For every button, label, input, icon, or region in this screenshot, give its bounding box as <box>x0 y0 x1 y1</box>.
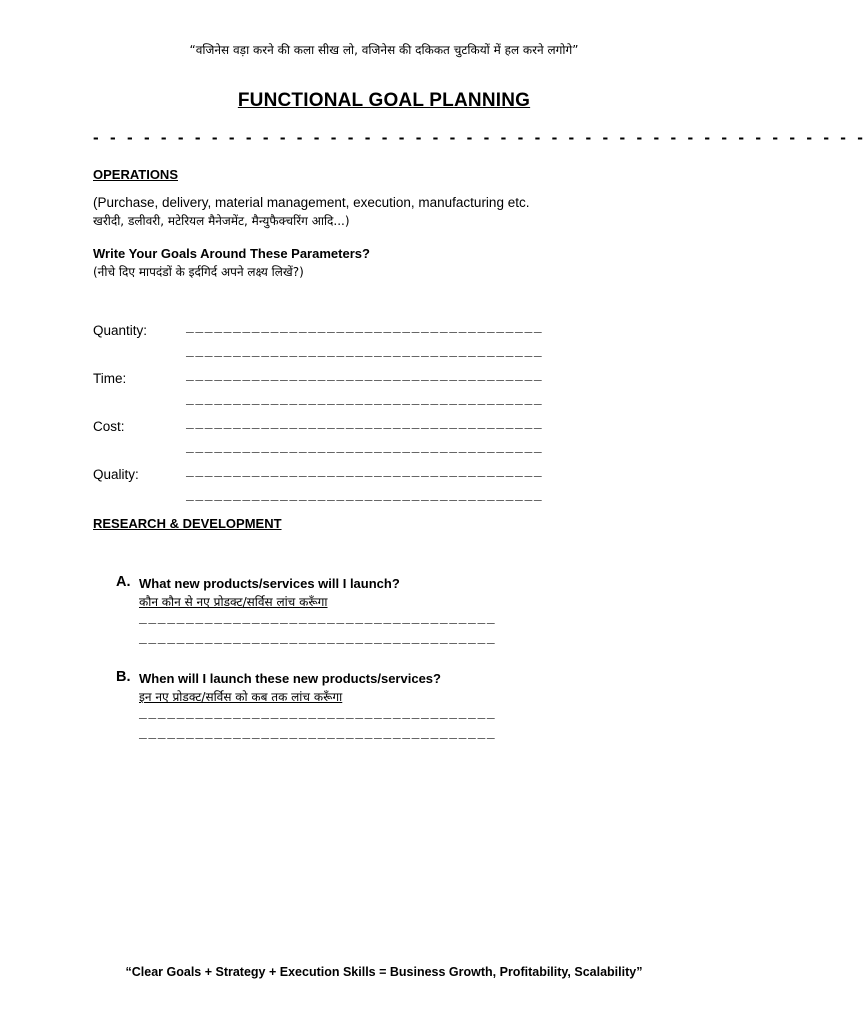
field-label-cost: Cost: <box>93 419 125 434</box>
item-b-letter: B. <box>116 669 131 685</box>
quality-answer-line-1[interactable]: ______________________________________ <box>186 464 544 479</box>
field-label-time: Time: <box>93 371 127 386</box>
item-b-answer-line-1[interactable]: ______________________________________ <box>139 706 497 721</box>
quality-answer-line-2[interactable]: ______________________________________ <box>186 488 544 503</box>
field-label-quantity: Quantity: <box>93 323 148 338</box>
item-a-question-en: What new products/services will I launch? <box>139 576 400 591</box>
dashed-divider: - - - - - - - - - - - - - - - - - - - - - - - - - - - - - - - - - - - - - - - - - - - - - - <box>93 128 866 147</box>
goals-prompt-hi: (नीचे दिए मापदंडों के इर्दगिर्द अपने लक्ष्य लिखें?) <box>93 265 304 279</box>
quantity-answer-line-2[interactable]: ______________________________________ <box>186 344 544 359</box>
cost-answer-line-1[interactable]: ______________________________________ <box>186 416 544 431</box>
item-a-question-hi: कौन कौन से नए प्रोडक्ट/सर्विस लांच करूँगा <box>139 595 328 609</box>
item-b-question-hi: इन नए प्रोडक्ट/सर्विस को कब तक लांच करूँगा <box>139 690 343 704</box>
header-hindi-quote: “वजिनेस वड़ा करने की कला सीख लो, वजिनेस की दकिकत चुटकियों में हल करने लगोगे” <box>189 43 579 57</box>
time-answer-line-2[interactable]: ______________________________________ <box>186 392 544 407</box>
cost-answer-line-2[interactable]: ______________________________________ <box>186 440 544 455</box>
item-b-answer-line-2[interactable]: ______________________________________ <box>139 726 497 741</box>
rnd-heading: RESEARCH & DEVELOPMENT <box>93 516 282 531</box>
item-a-letter: A. <box>116 574 131 590</box>
operations-description-en: (Purchase, delivery, material management, execution, manufacturing etc. <box>93 195 530 210</box>
item-b-question-en: When will I launch these new products/services? <box>139 671 441 686</box>
item-a-answer-line-2[interactable]: ______________________________________ <box>139 631 497 646</box>
time-answer-line-1[interactable]: ______________________________________ <box>186 368 544 383</box>
quantity-answer-line-1[interactable]: ______________________________________ <box>186 320 544 335</box>
item-a-answer-line-1[interactable]: ______________________________________ <box>139 611 497 626</box>
operations-description-hi: खरीदी, डलीवरी, मटेरियल मैनेजमेंट, मैन्युफैक्चरिंग आदि...) <box>93 214 350 228</box>
field-label-quality: Quality: <box>93 467 139 482</box>
goals-prompt-en: Write Your Goals Around These Parameters? <box>93 246 370 261</box>
footer-quote: “Clear Goals + Strategy + Execution Skills = Business Growth, Profitability, Scalability” <box>125 965 643 979</box>
operations-heading: OPERATIONS <box>93 167 178 182</box>
page-title: FUNCTIONAL GOAL PLANNING <box>237 90 531 111</box>
